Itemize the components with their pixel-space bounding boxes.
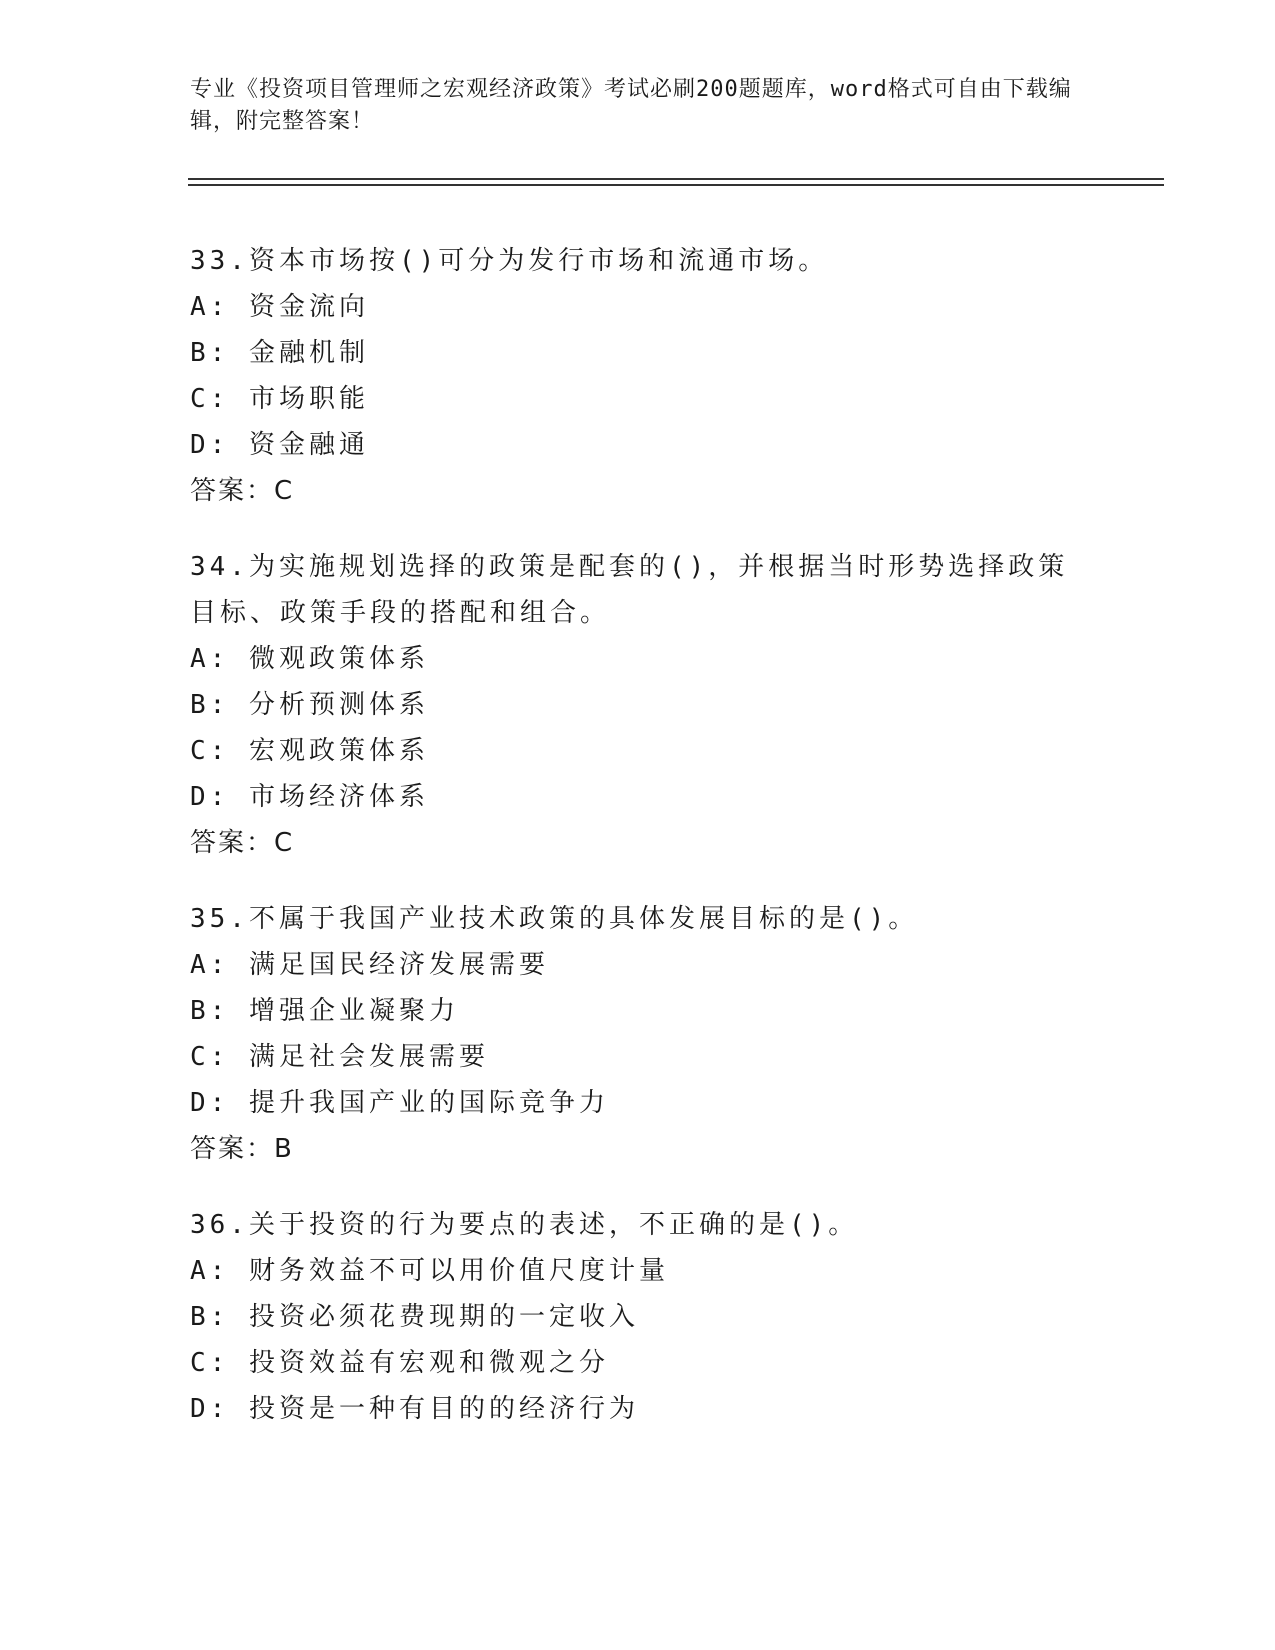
question-33 [190,238,1090,514]
option-c: C: 宏观政策体系 [190,736,429,766]
question-stem: 36.关于投资的行为要点的表述，不正确的是()。 [190,1210,859,1240]
option-d: D: 市场经济体系 [190,782,429,812]
option-b: B: 增强企业凝聚力 [190,996,459,1026]
option-d: D: 投资是一种有目的的经济行为 [190,1394,639,1424]
question-35 [190,896,1090,1172]
answer: 答案：C [190,828,295,858]
header-divider-bottom [188,184,1164,186]
answer: 答案：C [190,476,295,506]
document-intro: 专业《投资项目管理师之宏观经济政策》考试必刷200题题库，word格式可自由下载编辑，附完整答案！ [190,77,1072,134]
option-c: C: 投资效益有宏观和微观之分 [190,1348,609,1378]
option-d: D: 提升我国产业的国际竞争力 [190,1088,609,1118]
option-a: A: 财务效益不可以用价值尺度计量 [190,1256,669,1286]
option-c: C: 市场职能 [190,384,369,414]
question-stem: 33.资本市场按()可分为发行市场和流通市场。 [190,246,829,276]
question-36 [190,1202,1090,1432]
option-b: B: 分析预测体系 [190,690,429,720]
option-d: D: 资金融通 [190,430,369,460]
question-stem: 34.为实施规划选择的政策是配套的()，并根据当时形势选择政策目标、政策手段的搭配和组合。 [190,552,1069,628]
option-b: B: 金融机制 [190,338,369,368]
question-list [190,238,1090,1462]
option-c: C: 满足社会发展需要 [190,1042,489,1072]
option-a: A: 微观政策体系 [190,644,429,674]
header-divider-top [188,178,1164,180]
question-34 [190,544,1090,866]
question-stem: 35.不属于我国产业技术政策的具体发展目标的是()。 [190,904,919,934]
option-a: A: 满足国民经济发展需要 [190,950,549,980]
answer: 答案：B [190,1134,294,1164]
option-a: A: 资金流向 [190,292,369,322]
option-b: B: 投资必须花费现期的一定收入 [190,1302,639,1332]
